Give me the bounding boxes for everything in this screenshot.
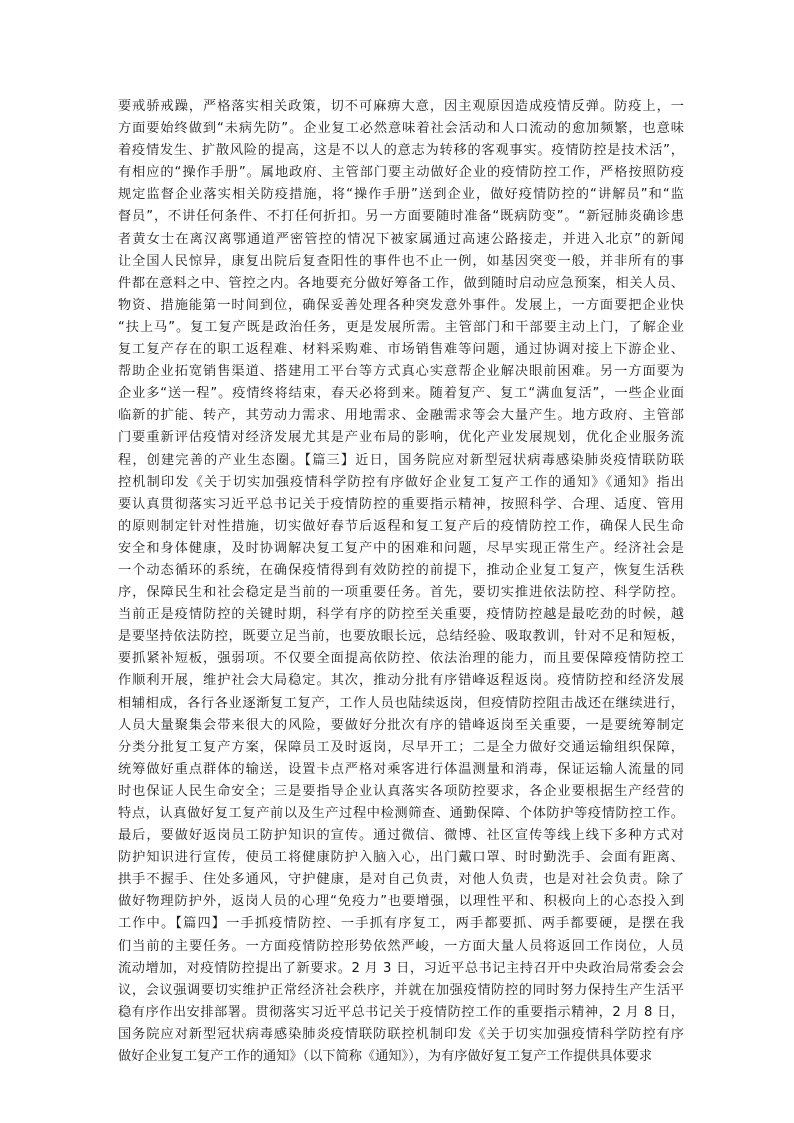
text-line: 相辅相成，各行各业逐渐复工复产，工作人员也陆续返岗，但疫情防控阻击战还在继续进行， — [118, 695, 684, 711]
text-line: 者黄女士在离汉离鄂通道严密管控的情况下被家属通过高速公路接走，并进入北京”的新闻 — [118, 231, 684, 247]
text-line: 特点，认真做好复工复产前以及生产过程中检测筛查、通勤保障、个体防护等疫情防控工作。 — [118, 806, 684, 821]
text-line: 流动增加，对疫情防控提出了新要求。2 月 3 日，习近平总书记主持召开中央政治局常委会会 — [118, 960, 684, 976]
text-line: 拱手不握手、住处多通风，守护健康，是对自己负责，对他人负责，也是对社会负责。除了 — [118, 872, 684, 888]
text-line: 让全国人民惊异，康复出院后复查阳性的事件也不止一例，如基因突变一般，并非所有的事 — [118, 253, 684, 269]
text-line: 复工复产存在的职工返程难、材料采购难、市场销售难等问题，通过协调对接上下游企业、 — [118, 342, 684, 358]
text-line: 做好物理防护外，返岗人员的心理“免疫力”也要增强，以理性平和、积极向上的心态投入到 — [118, 894, 684, 910]
text-line: “扶上马”。复工复产既是政治任务，更是发展所需。主管部门和干部要主动上门，了解企业 — [118, 319, 684, 335]
body-text — [118, 96, 684, 1068]
text-line: 方面要始终做到“未病先防”。企业复工必然意味着社会活动和人口流动的愈加频繁，也意味 — [118, 121, 684, 137]
text-line: 程，创建完善的产业生态圈。【篇三】近日，国务院应对新型冠状病毒感染肺炎疫情联防联 — [118, 452, 684, 468]
text-line: 督员”，不讲任何条件、不打任何折扣。另一方面要随时准备“既病防变”。“新冠肺炎确诊患 — [118, 209, 684, 225]
text-line: 国务院应对新型冠状病毒感染肺炎疫情联防联控机制印发《关于切实加强疫情科学防控有序 — [118, 1026, 684, 1042]
text-line: 安全和身体健康，及时协调解决复工复产中的困难和问题，尽早实现正常生产。经济社会是 — [118, 540, 684, 556]
text-line: 是要坚持依法防控，既要立足当前，也要放眼长远，总结经验、吸取教训，针对不足和短板， — [118, 629, 684, 645]
text-line: 稳有序作出安排部署。贯彻落实习近平总书记关于疫情防控工作的重要指示精神，2 月 8 日， — [118, 1004, 684, 1020]
text-line: 一个动态循环的系统，在确保疫情得到有效防控的前提下，推动企业复工复产，恢复生活秩 — [118, 562, 684, 578]
text-line: 防护知识进行宣传，使员工将健康防护入脑入心，出门戴口罩、时时勤洗手、会面有距离、 — [118, 850, 684, 866]
text-line: 物资、措施能第一时间到位，确保妥善处理各种突发意外事件。发展上，一方面要把企业快 — [118, 297, 684, 313]
text-line: 当前正是疫情防控的关键时期，科学有序的防控至关重要，疫情防控越是最吃劲的时候，越 — [118, 607, 684, 623]
text-line: 有相应的“操作手册”。属地政府、主管部门要主动做好企业的疫情防控工作，严格按照防疫 — [118, 165, 684, 181]
text-line: 企业多“送一程”。疫情终将结束，春天必将到来。随着复产、复工“满血复活”，一些企业面 — [118, 386, 684, 402]
text-line: 们当前的主要任务。一方面疫情防控形势依然严峻，一方面大量人员将返回工作岗位，人员 — [118, 938, 684, 954]
text-line: 工作中。【篇四】一手抓疫情防控、一手抓有序复工，两手都要抓、两手都要硬，是摆在我 — [118, 916, 684, 932]
text-line: 时也保证人民生命安全；三是要指导企业认真落实各项防控要求，各企业要根据生产经营的 — [118, 783, 684, 799]
text-line: 统筹做好重点群体的输送，设置卡点严格对乘客进行体温测量和消毒，保证运输人流量的同 — [118, 761, 684, 777]
text-line: 分类分批复工复产方案，保障员工及时返岗，尽早开工；二是全力做好交通运输组织保障， — [118, 739, 684, 755]
text-line: 着疫情发生、扩散风险的提高，这是不以人的意志为转移的客观事实。疫情防控是技术活”， — [118, 143, 684, 159]
text-line: 帮助企业拓宽销售渠道、搭建用工平台等方式真心实意帮企业解决眼前困难。另一方面要为 — [118, 364, 684, 380]
text-line: 议，会议强调要切实维护正常经济社会秩序，并就在加强疫情防控的同时努力保持生产生活平 — [118, 982, 684, 998]
text-line: 做好企业复工复产工作的通知》（以下简称《通知》），为有序做好复工复产工作提供具体要求 — [118, 1049, 653, 1065]
text-line: 件都在意料之中、管控之内。各地要充分做好筹备工作，做到随时启动应急预案，相关人员、 — [118, 275, 684, 291]
text-line: 要戒骄戒躁，严格落实相关政策，切不可麻痹大意，因主观原因造成疫情反弹。防疫上，一 — [118, 99, 684, 114]
text-line: 临新的扩能、转产，其劳动力需求、用地需求、金融需求等会大量产生。地方政府、主管部 — [118, 408, 684, 424]
text-line: 最后，要做好返岗员工防护知识的宣传。通过微信、微博、社区宣传等线上线下多种方式对 — [118, 828, 684, 844]
text-line: 门要重新评估疫情对经济发展尤其是产业布局的影响，优化产业发展规划，优化企业服务流 — [118, 430, 684, 446]
text-line: 要认真贯彻落实习近平总书记关于疫情防控的重要指示精神，按照科学、合理、适度、管用 — [118, 496, 684, 512]
text-line: 序，保障民生和社会稳定是当前的一项重要任务。首先，要切实推进依法防控、科学防控。 — [118, 585, 684, 601]
text-line: 控机制印发《关于切实加强疫情科学防控有序做好企业复工复产工作的通知》《通知》指出 — [118, 474, 684, 490]
text-line: 规定监督企业落实相关防疫措施，将“操作手册”送到企业，做好疫情防控的“讲解员”和“监 — [118, 187, 684, 203]
text-line: 要抓紧补短板，强弱项。不仅要全面提高依防控、依法治理的能力，而且要保障疫情防控工 — [118, 651, 684, 667]
text-line: 作顺利开展，维护社会大局稳定。其次，推动分批有序错峰返程返岗。疫情防控和经济发展 — [118, 673, 684, 689]
text-line: 的原则制定针对性措施，切实做好春节后返程和复工复产后的疫情防控工作，确保人民生命 — [118, 518, 684, 534]
text-line: 人员大量聚集会带来很大的风险，要做好分批次有序的错峰返岗至关重要，一是要统筹制定 — [118, 717, 684, 733]
